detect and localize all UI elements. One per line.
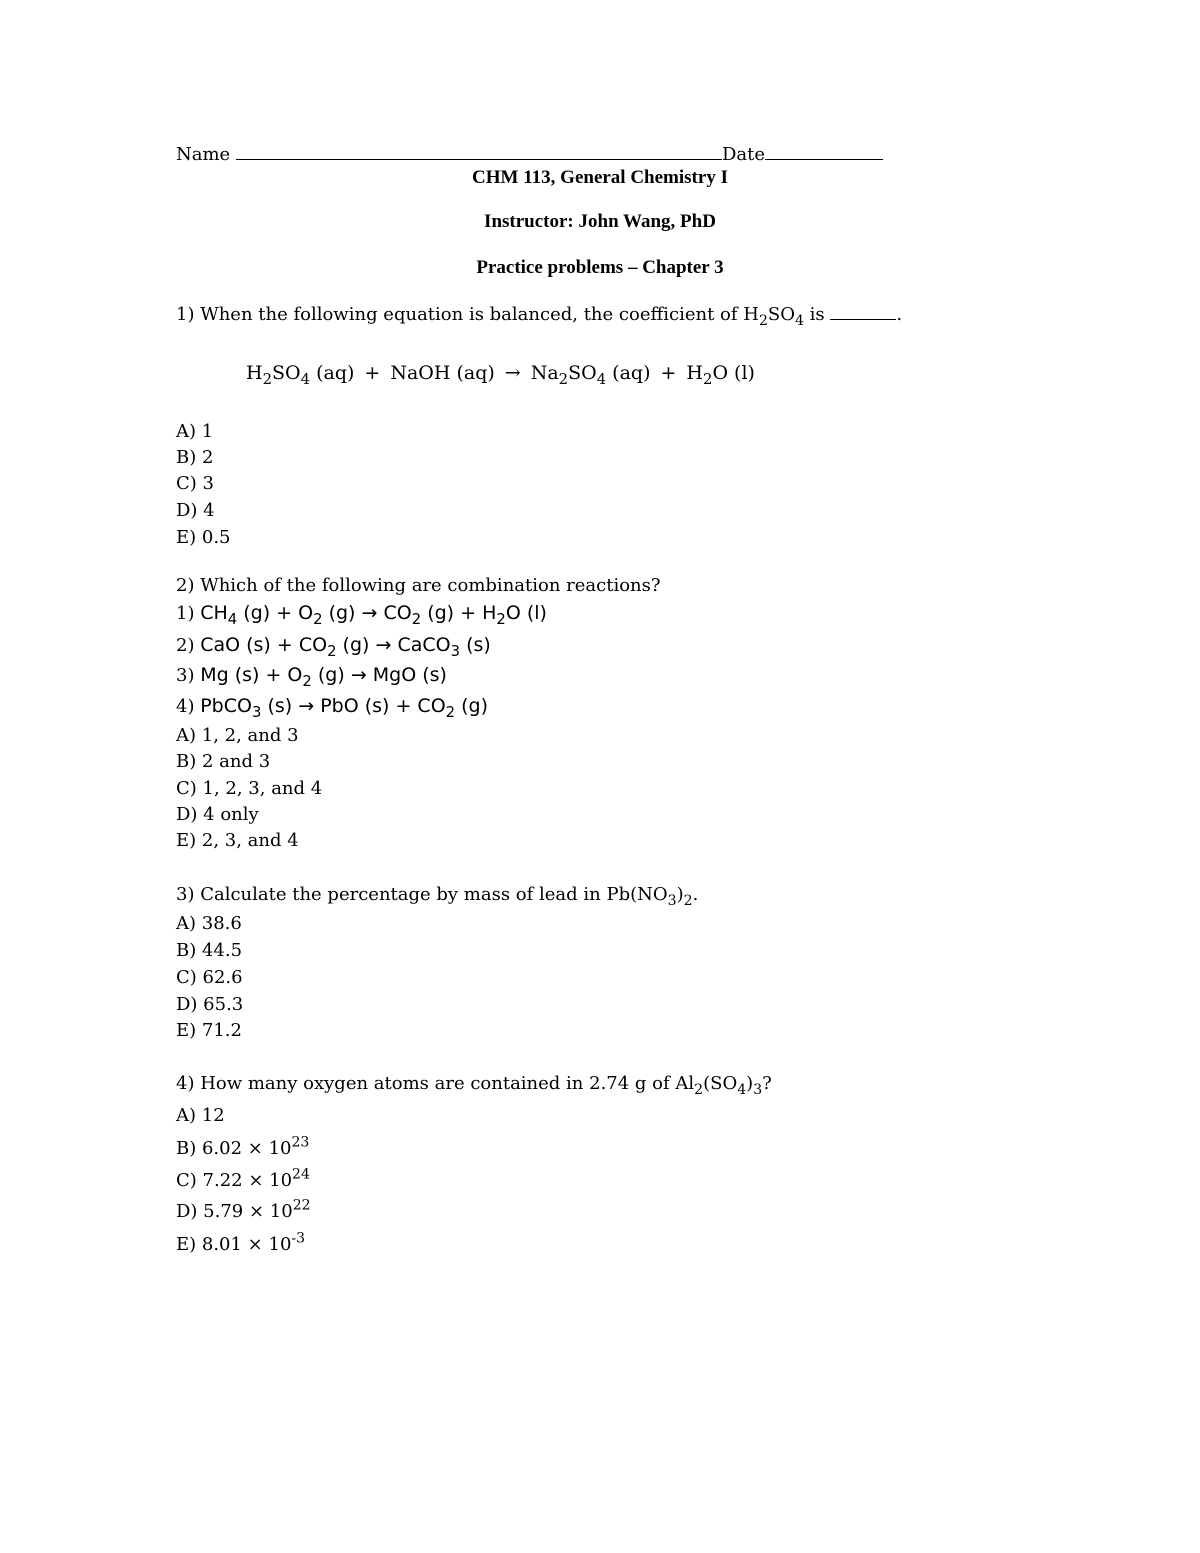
name-label: Name (176, 144, 231, 165)
eq-sub: 2 (302, 673, 312, 691)
q3-stem (176, 883, 698, 907)
eq-sub: 2 (327, 643, 337, 661)
q2-choice-b: B) 2 and 3 (176, 751, 271, 772)
date-label: Date (721, 144, 765, 165)
eq-term: (g) (455, 695, 489, 717)
reaction-number: 1) (176, 603, 195, 624)
q4-stem-text: (SO (703, 1073, 738, 1094)
q2-reaction-1 (176, 600, 547, 629)
q4-choice-d (176, 1197, 311, 1224)
q1-choice-e: E) 0.5 (176, 527, 231, 548)
reaction-body (200, 634, 491, 661)
eq-term: CaO (s) + CO (200, 634, 328, 656)
q4-choice-text: E) 8.01 × 10 (176, 1234, 292, 1255)
eq-sub: 2 (445, 704, 456, 722)
eq-sub: 2 (558, 371, 569, 389)
eq-term: (s) (460, 634, 491, 656)
eq-term: Na (530, 362, 559, 384)
q2-reaction-2 (176, 632, 491, 661)
eq-sub: 3 (251, 704, 262, 722)
q4-sub: 2 (694, 1081, 704, 1098)
eq-term: CO (383, 602, 412, 624)
reaction-arrow-icon: → (504, 362, 521, 384)
q4-sub: 3 (753, 1081, 763, 1098)
q1-choice-c: C) 3 (176, 473, 214, 494)
q1-choice-d: D) 4 (176, 500, 215, 521)
q2-choice-d: D) 4 only (176, 804, 259, 825)
eq-term: H (246, 362, 263, 384)
instructor-line: Instructor: John Wang, PhD (484, 211, 716, 232)
eq-term: PbCO (200, 695, 252, 717)
q4-choice-e (176, 1230, 306, 1257)
eq-sub: 2 (262, 371, 273, 389)
q1-answer-blank[interactable] (830, 302, 896, 320)
eq-term: PbO (s) + CO (320, 695, 446, 717)
q4-choice-c (176, 1166, 310, 1193)
eq-term: SO (568, 362, 597, 384)
q2-choice-a: A) 1, 2, and 3 (176, 725, 299, 746)
eq-term: (g) (311, 664, 345, 686)
course-title: CHM 113, General Chemistry I (472, 167, 728, 188)
eq-sub: 4 (227, 611, 238, 629)
q1-stem-text: 1) When the following equation is balanced, the coefficient of H (176, 304, 759, 325)
q1-sub: 4 (795, 312, 804, 329)
eq-term: (aq) (606, 362, 651, 384)
q3-choice-d: D) 65.3 (176, 994, 244, 1015)
eq-term: (s) (261, 695, 293, 717)
eq-sub: 2 (411, 611, 422, 629)
q4-choice-text: C) 7.22 × 10 (176, 1170, 293, 1191)
q2-stem: 2) Which of the following are combination reactions? (176, 575, 661, 596)
eq-term: MgO (s) (372, 664, 447, 686)
q4-choice-b (176, 1134, 310, 1161)
eq-term: (g) (322, 602, 356, 624)
q2-choice-c: C) 1, 2, 3, and 4 (176, 778, 323, 799)
q4-exponent: 23 (291, 1134, 310, 1151)
q4-choice-a: A) 12 (176, 1105, 225, 1126)
q3-stem-text: ) (676, 884, 684, 905)
q2-choice-e: E) 2, 3, and 4 (176, 830, 299, 851)
q4-exponent: 24 (292, 1166, 310, 1183)
q4-choice-text: B) 6.02 × 10 (176, 1138, 292, 1159)
q4-stem-text: ) (746, 1073, 754, 1094)
q1-choice-b: B) 2 (176, 447, 214, 468)
eq-term: (g) + H (421, 602, 497, 624)
q3-choice-e: E) 71.2 (176, 1020, 242, 1041)
name-blank[interactable] (236, 142, 722, 160)
reaction-arrow-icon: → (350, 664, 367, 686)
eq-term: (g) (336, 634, 370, 656)
eq-sub: 2 (496, 611, 506, 629)
q4-stem-text: ? (762, 1073, 772, 1094)
eq-sub: 2 (703, 371, 713, 389)
q4-stem-text: 4) How many oxygen atoms are contained in 2.74 g of Al (176, 1073, 695, 1094)
eq-plus: + (364, 362, 381, 384)
eq-term: NaOH (aq) (390, 362, 495, 384)
eq-plus: + (660, 362, 677, 384)
reaction-body (200, 664, 447, 691)
q3-choice-a: A) 38.6 (176, 913, 242, 934)
q1-sub: 2 (758, 312, 768, 329)
q3-stem-text: . (692, 884, 699, 905)
eq-term: O (l) (712, 362, 755, 384)
eq-sub: 4 (300, 371, 311, 389)
eq-sub: 2 (313, 611, 323, 629)
q3-choice-b: B) 44.5 (176, 940, 243, 961)
q2-reaction-4 (176, 693, 489, 722)
eq-term: O (l) (505, 602, 547, 624)
q4-sub: 4 (737, 1081, 747, 1098)
eq-sub: 3 (450, 643, 461, 661)
eq-term: H (686, 362, 703, 384)
eq-term: Mg (s) + O (200, 664, 303, 686)
q4-stem (176, 1072, 772, 1096)
eq-term: CaCO (397, 634, 451, 656)
reaction-body (200, 695, 489, 722)
q1-equation (246, 360, 755, 389)
q3-choice-c: C) 62.6 (176, 967, 243, 988)
q3-stem-text: 3) Calculate the percentage by mass of lead in Pb(NO (176, 884, 668, 905)
reaction-number: 4) (176, 696, 195, 717)
q4-exponent: -3 (291, 1230, 306, 1247)
date-blank[interactable] (765, 142, 883, 160)
page-title: Practice problems – Chapter 3 (476, 257, 724, 278)
q3-sub: 2 (683, 892, 693, 909)
eq-term: (g) + O (237, 602, 314, 624)
reaction-number: 2) (176, 635, 195, 656)
eq-sub: 4 (596, 371, 607, 389)
q3-sub: 3 (667, 892, 677, 909)
eq-term: (aq) (310, 362, 355, 384)
q1-stem (176, 302, 902, 327)
name-date-line (176, 142, 883, 167)
q1-stem-text: SO (767, 304, 796, 325)
reaction-arrow-icon: → (298, 695, 315, 717)
reaction-arrow-icon: → (375, 634, 392, 656)
reaction-body (200, 602, 547, 629)
q4-choice-text: D) 5.79 × 10 (176, 1201, 293, 1222)
q4-exponent: 22 (292, 1197, 311, 1214)
reaction-number: 3) (176, 665, 195, 686)
reaction-arrow-icon: → (361, 602, 378, 624)
q1-choice-a: A) 1 (176, 421, 214, 442)
eq-term: SO (272, 362, 301, 384)
eq-term: CH (200, 602, 228, 624)
q1-stem-end: . (896, 304, 903, 325)
q1-stem-text: is (803, 304, 825, 325)
q2-reaction-3 (176, 662, 447, 691)
